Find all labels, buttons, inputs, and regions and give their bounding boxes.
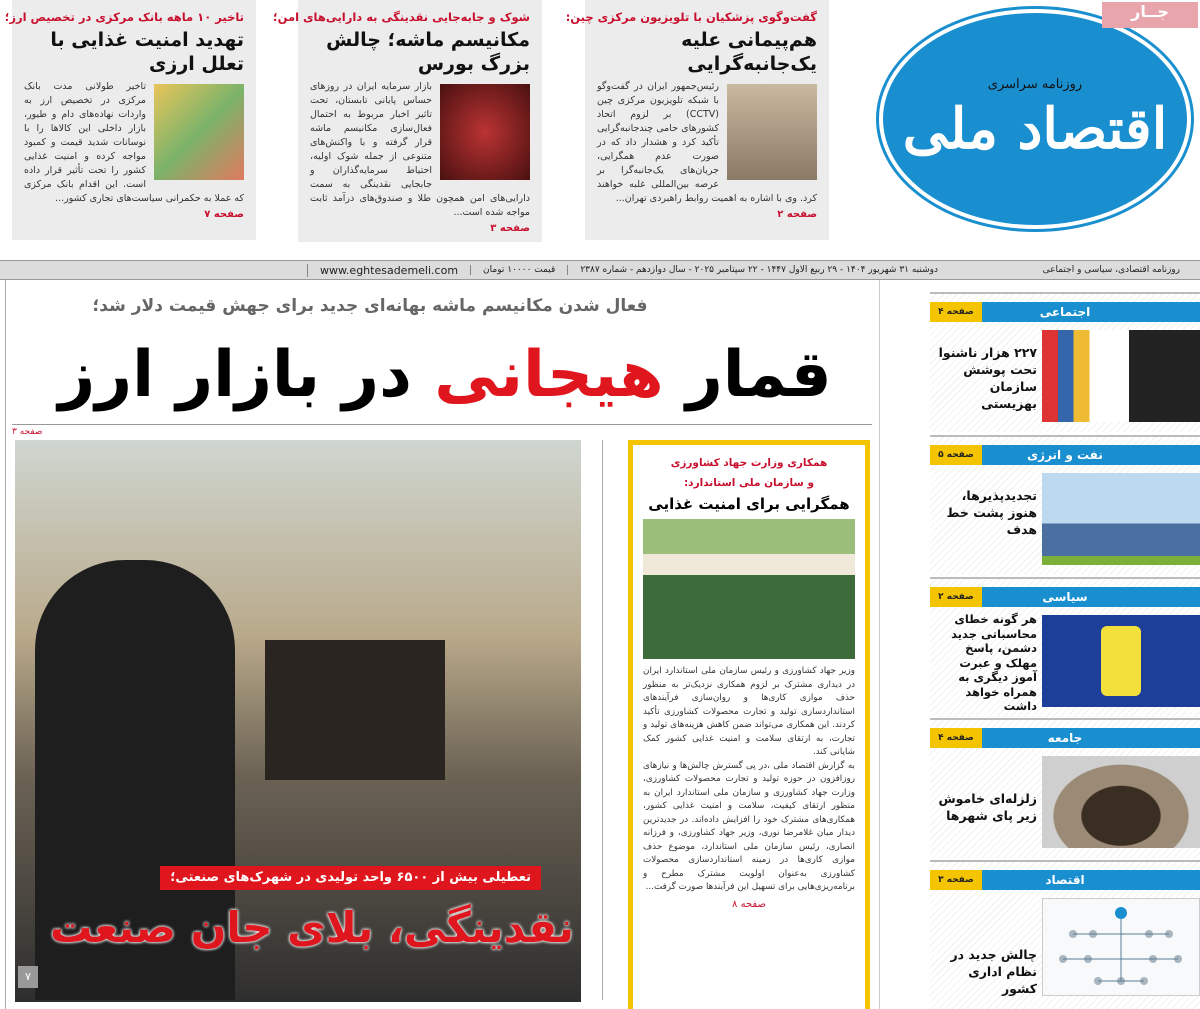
teaser-photo	[154, 84, 244, 180]
issue-price: قیمت ۱۰۰۰۰ تومان	[470, 265, 567, 275]
sidebar-section[interactable]	[930, 435, 1200, 575]
teaser-page[interactable]: صفحه ۷	[204, 209, 244, 220]
section-header: اجتماعی	[930, 302, 1200, 322]
section-title[interactable]: تجدیدپذیرها، هنوز پشت خط هدف	[946, 488, 1037, 537]
photo-headline[interactable]: نقدینگی، بلای جان صنعت	[50, 903, 574, 952]
date-bar	[0, 260, 1200, 280]
masthead-name: اقتصاد ملی	[902, 95, 1168, 162]
teaser-story[interactable]	[273, 0, 542, 242]
teaser-body: رئیس‌جمهور ایران در گفت‌وگو با شبکه تلویزیون مرکزی چین (CCTV) بر لزوم اتحاد کشورهای حامی چندجانبه‌گرایی تأکید کرد و هشدار داد که در صورت عدم همگرایی، جریان‌های یک‌جانبه‌گرا بر عرصه بین‌المللی غلبه خواهند کرد. وی با اشاره به اهمیت روابط راهبردی تهران...	[597, 81, 817, 204]
box-kicker: همکاری وزارت جهاد کشاورزی	[670, 457, 828, 469]
masthead-logo	[876, 6, 1194, 232]
masthead-subtitle: روزنامه سراسری	[987, 76, 1083, 92]
section-title[interactable]: زلزله‌ای خاموش زیر پای شهرها	[938, 791, 1037, 823]
section-page-ref[interactable]: صفحه ۴	[930, 302, 982, 322]
section-header: نفت و انرژی	[930, 445, 1200, 465]
teaser-title[interactable]: هم‌پیمانی علیه یک‌جانبه‌گرایی	[681, 29, 817, 75]
teaser-photo	[440, 84, 530, 180]
section-page-ref[interactable]: صفحه ۴	[930, 728, 982, 748]
issue-date: دوشنبه ۳۱ شهریور ۱۴۰۴ - ۲۹ ربیع الاول ۱۴۴۷ - ۲۲ سپتامبر ۲۰۲۵ - سال دوازدهم - شماره ۲۳۸۷	[567, 265, 950, 275]
teaser-story[interactable]	[4, 0, 256, 240]
section-photo	[1042, 330, 1200, 422]
divider	[12, 424, 872, 425]
section-title[interactable]: چالش جدید در نظام اداری کشور	[950, 947, 1037, 996]
teaser-kicker: شوک و جابه‌جایی نقدینگی به دارایی‌های امن؛	[273, 10, 530, 24]
box-kicker: و سازمان ملی استاندارد:	[683, 477, 814, 489]
teaser-body: تاخیر طولانی مدت بانک مرکزی در تخصیص ارز به واردات نهاده‌های دام و طیور، بازار داخلی این کالاها را با نوسانات شدید قیمت و کمبود مواجه کرده و امنیت غذایی کشور را تحت تأثیر قرار داده است. این اقدام بانک مرکزی که عملا به حکمرانی سیاست‌های تجاری کشور...	[24, 81, 244, 204]
section-photo	[1042, 615, 1200, 707]
headline-highlight: هیجانی	[434, 338, 664, 412]
speaker-box	[265, 640, 445, 780]
box-body: به گزارش اقتصاد ملی ،در پی گسترش چالش‌ها و نیازهای روزافزون در حوزه تولید و تجارت محصولات کشاورزی، وزارت جهاد کشاورزی و سازمان ملی استاندارد ایران به منظور ارتقای کیفیت، سلامت و امنیت غذایی کشور، همکاری‌های مشترک خود را افزایش داده‌اند. در جدیدترین دیدار میان غلامرضا نوری، وزیر جهاد کشاورزی، و فرزانه انصاری، رئیس سازمان ملی استاندارد، موضوع حذف موازی کاری‌ها در زمینه استانداردسازی محصولات کشاورزی به‌عنوان اولویت مشترک مطرح و برنامه‌ریزی‌هایی برای تسهیل این فرآیندها صورت گرفت...	[643, 760, 855, 892]
photo-kicker: تعطیلی بیش از ۶۵۰۰ واحد تولیدی در شهرک‌های صنعتی؛	[160, 866, 541, 890]
headline-part2: در بازار ارز	[58, 338, 412, 412]
section-title[interactable]: هر گونه خطای محاسباتی جدید دشمن، پاسخ مهلک و عبرت آموز دیگری به همراه خواهد داشت	[951, 612, 1037, 713]
section-header: اقتصاد	[930, 870, 1200, 890]
section-page-ref[interactable]: صفحه ۲	[930, 587, 982, 607]
factory-photo	[15, 440, 581, 1002]
org-chart-icon	[1043, 899, 1199, 995]
teaser-page[interactable]: صفحه ۳	[490, 223, 530, 234]
feature-box[interactable]	[628, 440, 870, 1009]
box-photo	[643, 519, 855, 659]
box-page-ref[interactable]: صفحه ۸	[732, 898, 766, 910]
teaser-title[interactable]: تهدید امنیت غذایی با تعلل ارزی	[50, 29, 244, 75]
section-page-ref[interactable]: صفحه ۵	[930, 445, 982, 465]
teaser-story[interactable]	[565, 0, 829, 240]
section-photo	[1042, 473, 1200, 565]
sidebar-section[interactable]	[930, 718, 1200, 858]
teaser-title[interactable]: مکانیسم ماشه؛ چالش بزرگ بورس	[326, 29, 530, 75]
section-title[interactable]: ۲۲۷ هزار ناشنوا تحت پوشش سازمان بهزیستی	[938, 345, 1037, 411]
section-header: سیاسی	[930, 587, 1200, 607]
sidebar-section[interactable]	[930, 577, 1200, 717]
main-page-ref[interactable]: صفحه ۳	[12, 427, 43, 437]
website-link[interactable]: www.eghtesademeli.com	[307, 264, 470, 277]
teaser-body: بازار سرمایه ایران در روزهای حساس پایانی تابستان، تحت تاثیر اخبار مربوط به احتمال فعال‌سازی مکانیسم ماشه قرار گرفته و با واکنش‌های متنوعی از جمله شوک اولیه، احتیاط سرمایه‌گذاران و جابجایی نقدینگی به سمت دارایی‌های امن همچون طلا و صندوق‌های درآمد ثابت مواجه شده است...	[310, 81, 530, 218]
divider	[602, 440, 603, 1000]
section-header: جامعه	[930, 728, 1200, 748]
sidebar-section[interactable]	[930, 292, 1200, 432]
box-title[interactable]: همگرایی برای امنیت غذایی	[648, 495, 850, 513]
jaar-badge: جــار	[1102, 2, 1198, 28]
section-photo	[1042, 898, 1200, 996]
teaser-kicker: گفت‌وگوی پزشکیان با تلویزیون مرکزی چین:	[565, 10, 817, 24]
section-photo	[1042, 756, 1200, 848]
main-kicker: فعال شدن مکانیسم ماشه بهانه‌ای جدید برای جهش قیمت دلار شد؛	[92, 296, 648, 316]
headline-part1: قمار	[685, 338, 832, 412]
teaser-photo	[727, 84, 817, 180]
teaser-kicker: تاخیر ۱۰ ماهه بانک مرکزی در تخصیص ارز؛	[4, 10, 244, 24]
sidebar-section[interactable]	[930, 860, 1200, 1009]
main-headline[interactable]	[20, 328, 870, 422]
box-body: وزیر جهاد کشاورزی و رئیس سازمان ملی استاندارد ایران در دیداری مشترک بر لزوم همکاری نزدیک‌تر به منظور حذف موازی کاری‌ها و روان‌سازی فرآیندهای استانداردسازی تولید و تجارت محصولات کشاورزی تأکید کردند. این همکاری می‌تواند ضمن کاهش هزینه‌های تولید و تجارت، به ارتقای سلامت و امنیت غذایی کشور کمک شایانی کند.	[643, 666, 855, 757]
teaser-page[interactable]: صفحه ۲	[777, 209, 817, 220]
photo-page-ref[interactable]: ۷	[18, 966, 38, 988]
section-page-ref[interactable]: صفحه ۳	[930, 870, 982, 890]
emblem-icon	[1101, 626, 1141, 696]
section-label: روزنامه اقتصادی، سیاسی و اجتماعی	[1042, 265, 1180, 275]
